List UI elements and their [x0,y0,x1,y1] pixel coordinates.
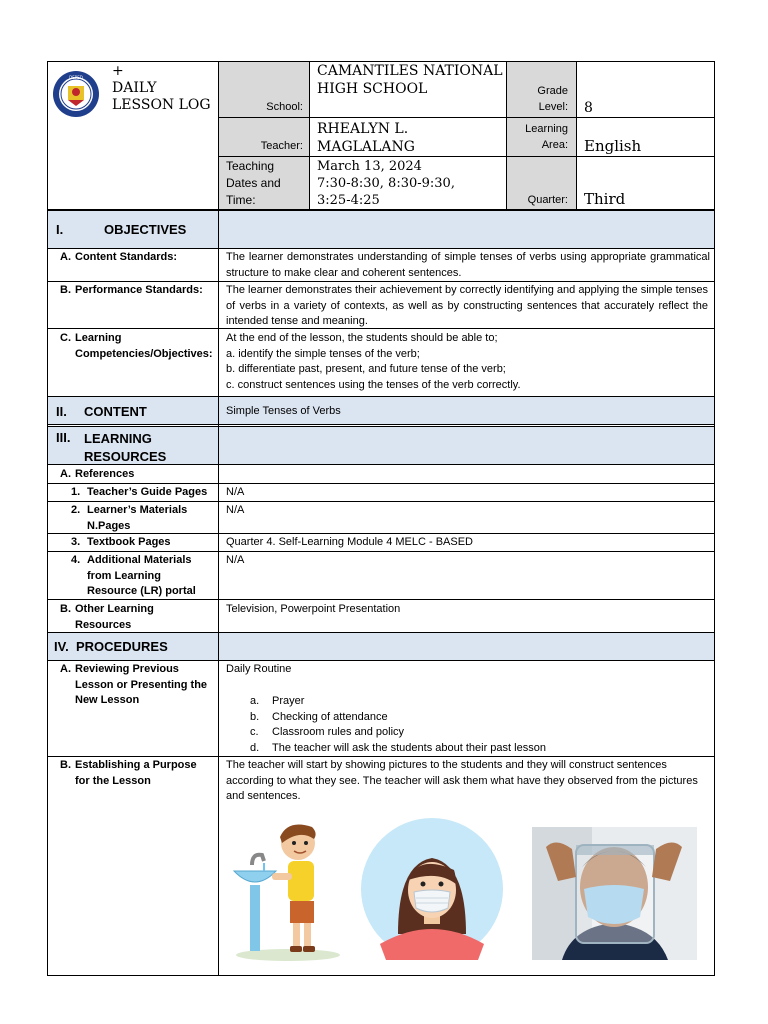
content-title: CONTENT [84,404,147,419]
procedures-title: PROCEDURES [76,639,168,654]
competencies-letter: C. [60,332,71,344]
area-label: Learning Area: [525,123,568,151]
reviewing-letter: A. [60,663,71,675]
reviewing-label: Reviewing Previous Lesson or Presenting the New Lesson [75,663,208,706]
resource-item-num: 2. [71,504,81,516]
resource-item-num: 4. [71,554,81,566]
performance-letter: B. [60,284,71,296]
resource-item-label: Teacher’s Guide Pages [87,486,208,498]
objectives-numeral: I. [56,222,64,237]
quarter-label: Quarter: [527,194,568,206]
content-standards-text: The learner demonstrates understanding of simple tenses of verbs using appropriate grammatical structure to make clear and coherent sentences. [226,251,710,279]
performance-label: Performance Standards: [75,284,203,296]
boy-washing-hands-image [230,815,346,963]
resource-item-label: Textbook Pages [87,536,171,548]
purpose-label: Establishing a Purpose for the Lesson [75,759,197,787]
dates-label: Teaching Dates and Time: [226,159,281,207]
other-resources-value: Television, Powerpoint Presentation [226,603,401,615]
resources-title: LEARNING RESOURCES [84,431,167,464]
teacher-value: RHEALYN L. MAGLALANG [317,121,415,155]
competencies-text: At the end of the lesson, the students should be able to; a. identify the simple tenses of the verb; b. differentiate past, present, and future tense of the verb; c. construct sentences using the tenses of the verb correctly. [226,332,521,391]
area-value: English [584,137,642,155]
svg-text:DEPED: DEPED [69,75,83,80]
list-item: c. Classroom rules and policy [250,726,405,738]
grade-value: 8 [584,100,593,116]
purpose-text: The teacher will start by showing pictures to the students and they will construct sentences according to what they see. The teacher will ask them what have they observed from the pictures and sentences. [226,759,698,802]
man-with-face-shield-image [532,827,697,960]
school-value: CAMANTILES NATIONAL HIGH SCHOOL [317,63,503,97]
competencies-label: Learning Competencies/Objectives: [75,332,213,360]
resource-item-value: N/A [226,554,245,566]
list-item: a. Prayer [250,695,305,707]
resource-item-num: 3. [71,536,81,548]
content-standards-label: Content Standards: [75,251,178,263]
references-label: References [75,468,135,480]
resource-item-value: N/A [226,504,245,516]
resources-numeral: III. [56,430,71,445]
other-resources-label: Other Learning Resources [75,603,154,631]
content-standards-letter: A. [60,251,71,263]
procedures-numeral: IV. [54,639,69,654]
form-title: + DAILY LESSON LOG [112,63,211,113]
content-numeral: II. [56,404,67,419]
content-band [47,397,715,424]
references-letter: A. [60,468,71,480]
content-text: Simple Tenses of Verbs [226,405,341,417]
resource-item-label: Learner’s Materials N.Pages [87,504,188,532]
other-resources-letter: B. [60,603,71,615]
grade-label: Grade Level: [537,85,568,113]
deped-seal-logo [52,70,100,118]
resource-item-value: Quarter 4. Self-Learning Module 4 MELC - BASED [226,536,474,548]
list-item: d. The teacher will ask the students about their past lesson [250,741,546,754]
teacher-label: Teacher: [260,140,303,152]
resource-item-value: N/A [226,486,245,498]
objectives-title: OBJECTIVES [104,222,187,237]
list-item: b. Checking of attendance [250,710,388,723]
quarter-value: Third [584,190,626,208]
resource-item-num: 1. [71,486,81,498]
school-label: School: [266,101,303,113]
routine-list [226,694,710,756]
woman-with-mask-image [358,818,506,960]
performance-text: The learner demonstrates their achievement by correctly identifying and applying the simple tenses of verbs in a variety of contexts, as well as by constructing sentences that accurately reflect the intended tense and meaning. [226,284,708,327]
resource-item-label: Additional Materials from Learning Resource (LR) portal [87,554,196,597]
purpose-letter: B. [60,759,71,771]
routine-title: Daily Routine [226,663,292,675]
dates-value: March 13, 2024 7:30-8:30, 8:30-9:30, 3:25-4:25 [317,159,455,208]
